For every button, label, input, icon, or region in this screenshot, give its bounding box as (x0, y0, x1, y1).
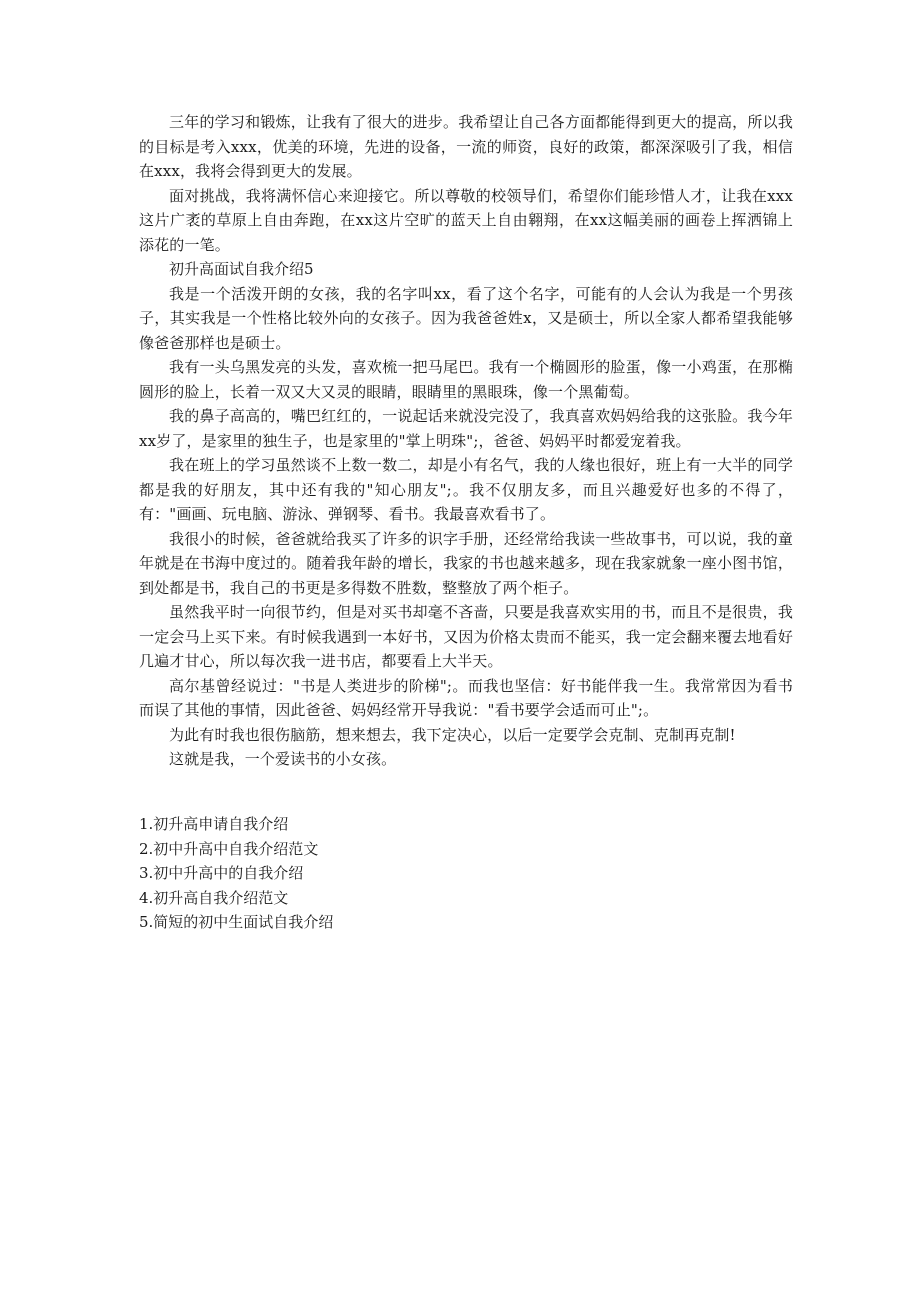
related-link-4[interactable]: 4.初升高自我介绍范文 (139, 888, 289, 907)
section-paragraph-9: 这就是我，一个爱读书的小女孩。 (169, 750, 397, 768)
section-paragraph-2: 我有一头乌黑发亮的头发，喜欢梳一把马尾巴。我有一个椭圆形的脸蛋，像一小鸡蛋，在那椭圆形的脸上，长着一双又大又灵的眼睛，眼睛里的黑眼珠，像一个黑葡萄。 (139, 358, 793, 401)
related-link-2[interactable]: 2.初中升高中自我介绍范文 (139, 839, 319, 858)
section-paragraph-5: 我很小的时候，爸爸就给我买了许多的识字手册，还经常给我读一些故事书，可以说，我的童年就是在书海中度过的。随着我年龄的增长，我家的书也越来越多，现在我家就象一座小图书馆，到处都是书，我自己的书更是多得数不胜数，整整放了两个柜子。 (139, 529, 793, 597)
related-links-list (139, 812, 333, 935)
section-paragraph-4: 我在班上的学习虽然谈不上数一数二，却是小有名气，我的人缘也很好，班上有一大半的同学都是我的好朋友，其中还有我的"知心朋友";。我不仅朋友多，而且兴趣爱好也多的不得了，有："画画、玩电脑、游泳、弹钢琴、看书。我最喜欢看书了。 (139, 456, 793, 523)
section-paragraph-1: 我是一个活泼开朗的女孩，我的名字叫xx，看了这个名字，可能有的人会认为我是一个男孩子，其实我是一个性格比较外向的女孩子。因为我爸爸姓x，又是硕士，所以全家人都希望我能够像爸爸那样也是硕士。 (139, 284, 793, 352)
related-link-3[interactable]: 3.初中升高中的自我介绍 (139, 864, 304, 882)
section-title: 初升高面试自我介绍5 (169, 260, 314, 278)
section-paragraph-7: 高尔基曾经说过："书是人类进步的阶梯";。而我也坚信：好书能伴我一生。我常常因为看书而误了其他的事情，因此爸爸、妈妈经常开导我说："看书要学会适而可止";。 (139, 676, 793, 719)
section-paragraph-6: 虽然我平时一向很节约，但是对买书却毫不吝啬，只要是我喜欢实用的书，而且不是很贵，我一定会马上买下来。有时候我遇到一本好书，又因为价格太贵而不能买，我一定会翻来覆去地看好几遍才甘心，所以每次我一进书店，都要看上大半天。 (139, 603, 793, 670)
article-body (139, 110, 793, 772)
section-paragraph-3: 我的鼻子高高的，嘴巴红红的，一说起话来就没完没了，我真喜欢妈妈给我的这张脸。我今年xx岁了，是家里的独生子，也是家里的"掌上明珠";，爸爸、妈妈平时都爱宠着我。 (139, 407, 793, 450)
article-paragraph-1: 三年的学习和锻炼，让我有了很大的进步。我希望让自己各方面都能得到更大的提高，所以我的目标是考入xxx，优美的环境，先进的设备，一流的师资，良好的政策，都深深吸引了我，相信在xxx，我将会得到更大的发展。 (139, 113, 793, 180)
related-link-1[interactable]: 1.初升高申请自我介绍 (139, 815, 289, 833)
related-link-5[interactable]: 5.简短的初中生面试自我介绍 (139, 913, 334, 931)
article-paragraph-2: 面对挑战，我将满怀信心来迎接它。所以尊敬的校领导们，希望你们能珍惜人才，让我在xxx这片广袤的草原上自由奔跑，在xx这片空旷的蓝天上自由翱翔，在xx这幅美丽的画卷上挥洒锦上添花的一笔。 (139, 186, 793, 254)
section-paragraph-8: 为此有时我也很伤脑筋，想来想去，我下定决心，以后一定要学会克制、克制再克制! (169, 725, 736, 744)
